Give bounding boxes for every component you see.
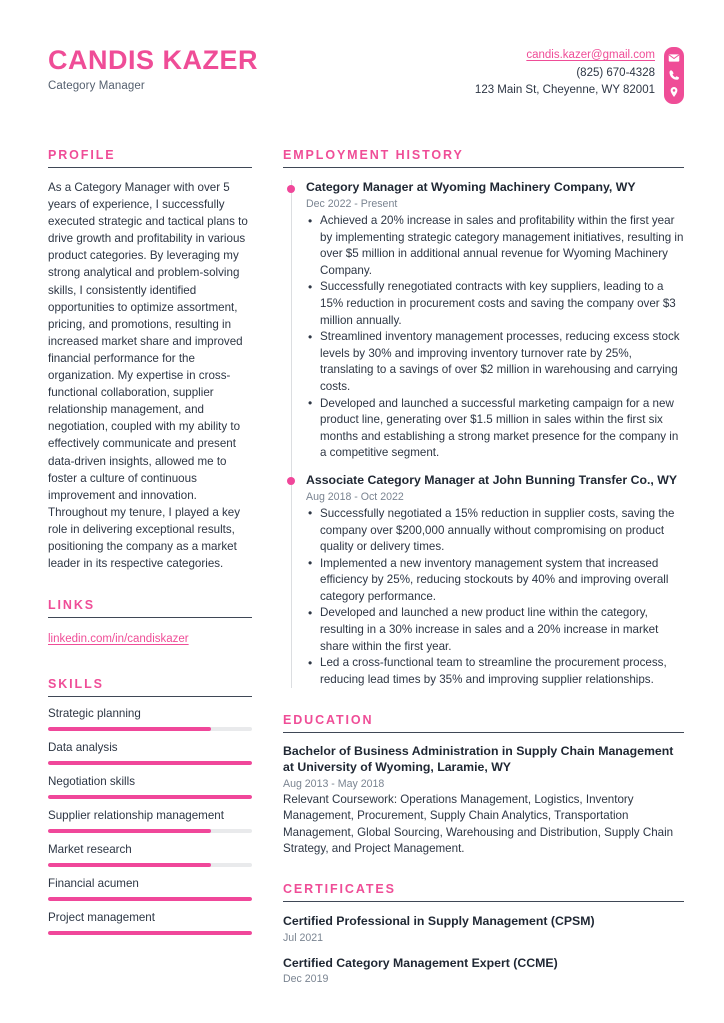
main-column [252,148,684,985]
skill-label: Project management [48,911,155,925]
contact-block [475,44,684,104]
timeline-dot-icon [287,477,295,485]
skill-level-fill [48,761,252,765]
skill-level-fill [48,863,211,867]
employment-bullet: • Successfully negotiated a 15% reduction in supplier costs, saving the company over $200,000 annually without compromising on product quality or delivery times. [306,506,684,556]
education-dates: Aug 2013 - May 2018 [283,777,385,790]
employment-bullet: • Developed and launched a successful marketing campaign for a new product line, generating over $1.5 million in sales within the first six months and establishing a strong market presence for the company in a competitive segment. [306,396,684,462]
skill-item [48,867,252,901]
skill-label: Supplier relationship management [48,809,224,823]
education-description: Relevant Coursework: Operations Management, Logistics, Inventory Management, Procurement, Supply Chain Analytics, Transportation Management, Global Sourcing, Warehousing and Distribution, Supply Chain Strategy, and Project Management. [283,792,674,856]
employment-timeline [283,168,684,691]
skill-label: Market research [48,843,132,857]
skill-level-bar [48,897,252,901]
link-item-linkedin[interactable]: linkedin.com/in/candiskazer [48,633,189,646]
skill-level-bar [48,863,252,867]
employment-bullet: • Streamlined inventory management processes, reducing excess stock levels by 30% and improving inventory turnover rate by 25%, translating to a savings of over $2 million in warehousing and carrying costs. [306,329,684,395]
employment-dates: Aug 2018 - Oct 2022 [306,490,404,503]
phone-icon [668,69,680,81]
section-title-education: EDUCATION [283,713,374,728]
contact-icon-strip [664,47,684,104]
skill-level-bar [48,727,252,731]
contact-address: 123 Main St, Cheyenne, WY 82001 [474,84,655,96]
section-education [283,713,684,858]
timeline-dot-icon [287,185,295,193]
skill-level-bar [48,761,252,765]
skill-label: Negotiation skills [48,775,135,789]
employment-entry [306,473,684,692]
employment-bullet: • Developed and launched a new product line within the category, resulting in a 30% increase in sales and a 20% increase in market share within the first year. [306,605,684,655]
section-title-links: LINKS [48,598,95,613]
section-title-profile: PROFILE [48,148,116,162]
location-pin-icon [668,86,680,98]
skill-item [48,833,252,867]
skill-level-bar [48,795,252,799]
skill-item [48,799,252,833]
skill-item [48,731,252,765]
skill-label: Data analysis [48,741,118,755]
skill-level-fill [48,897,252,901]
candidate-name: CANDIS KAZER [48,45,259,75]
section-skills [48,677,252,935]
employment-bullets [306,213,684,462]
skill-level-fill [48,829,211,833]
resume-header [48,44,684,118]
section-title-certificates: CERTIFICATES [283,882,396,896]
employment-dates: Dec 2022 - Present [306,198,398,210]
employment-bullet: • Achieved a 20% increase in sales and profitability within the first year by implementing strategic category management initiatives, resulting in over $5 million in additional annual revenue for Wyoming Machinery Company. [306,213,684,279]
certificate-date: Jul 2021 [283,931,324,944]
section-employment-history [283,148,684,691]
skill-level-fill [48,931,252,935]
contact-email-link[interactable]: candis.kazer@gmail.com [526,49,655,61]
employment-entry [306,180,684,465]
section-links [48,598,252,647]
candidate-job-title: Category Manager [48,80,145,93]
education-degree: Bachelor of Business Administration in Supply Chain Management at University of Wyoming, Laramie, WY [283,744,674,775]
certificate-date: Dec 2019 [283,973,329,986]
sidebar-column [48,148,252,985]
section-title-employment: EMPLOYMENT HISTORY [283,148,464,162]
section-title-skills: SKILLS [48,677,104,692]
section-certificates [283,882,684,985]
employment-bullet: • Led a cross-functional team to streamline the procurement process, reducing lead times by 35% and improving supplier relationships. [306,655,684,688]
employment-bullet: • Implemented a new inventory management system that increased efficiency by 25%, reducing stockouts by 40% and improving overall category performance. [306,556,684,606]
education-entry [283,733,684,858]
contact-details [475,47,664,100]
employment-bullet: • Successfully renegotiated contracts with key suppliers, leading to a 15% reduction in procurement costs and saving the company over $3 million annually. [306,279,684,329]
contact-phone: (825) 670-4328 [576,66,655,79]
skill-level-fill [48,795,252,799]
envelope-icon [668,52,680,64]
employment-bullets [306,506,684,689]
skill-item [48,901,252,935]
resume-body [48,148,684,985]
certificate-name: Certified Professional in Supply Management (CPSM) [283,914,595,928]
certificate-entry [283,944,684,986]
employment-title: Category Manager at Wyoming Machinery Company, WY [306,180,636,194]
skill-item [48,697,252,731]
skill-level-bar [48,829,252,833]
skill-level-fill [48,727,211,731]
employment-title: Associate Category Manager at John Bunning Transfer Co., WY [306,472,678,487]
skill-level-bar [48,931,252,935]
profile-summary-text: As a Category Manager with over 5 years of experience, I successfully executed strategic and tactical plans to drive growth and profitability in various product categories. By leveraging my strong analytical and problem-solving skills, I consistently identified opportunities to optimize assortment, pricing, and promotions, resulting in increased market share and improved financial performance for the organization. My expertise in cross-functional collaboration, supplier relationship management, and negotiation, coupled with my ability to effectively communicate and present data-driven insights, allowed me to foster a culture of continuous improvement and innovation. Throughout my tenure, I played a key role in delivering exceptional results, positioning the company as a market leader in its respective categories. [48,181,248,571]
certificate-entry [283,902,684,944]
skill-label: Strategic planning [48,707,141,721]
section-profile [48,148,252,572]
header-identity [48,44,258,92]
skill-label: Financial acumen [48,877,139,891]
skill-item [48,765,252,799]
certificate-name: Certified Category Management Expert (CCME) [283,955,558,970]
